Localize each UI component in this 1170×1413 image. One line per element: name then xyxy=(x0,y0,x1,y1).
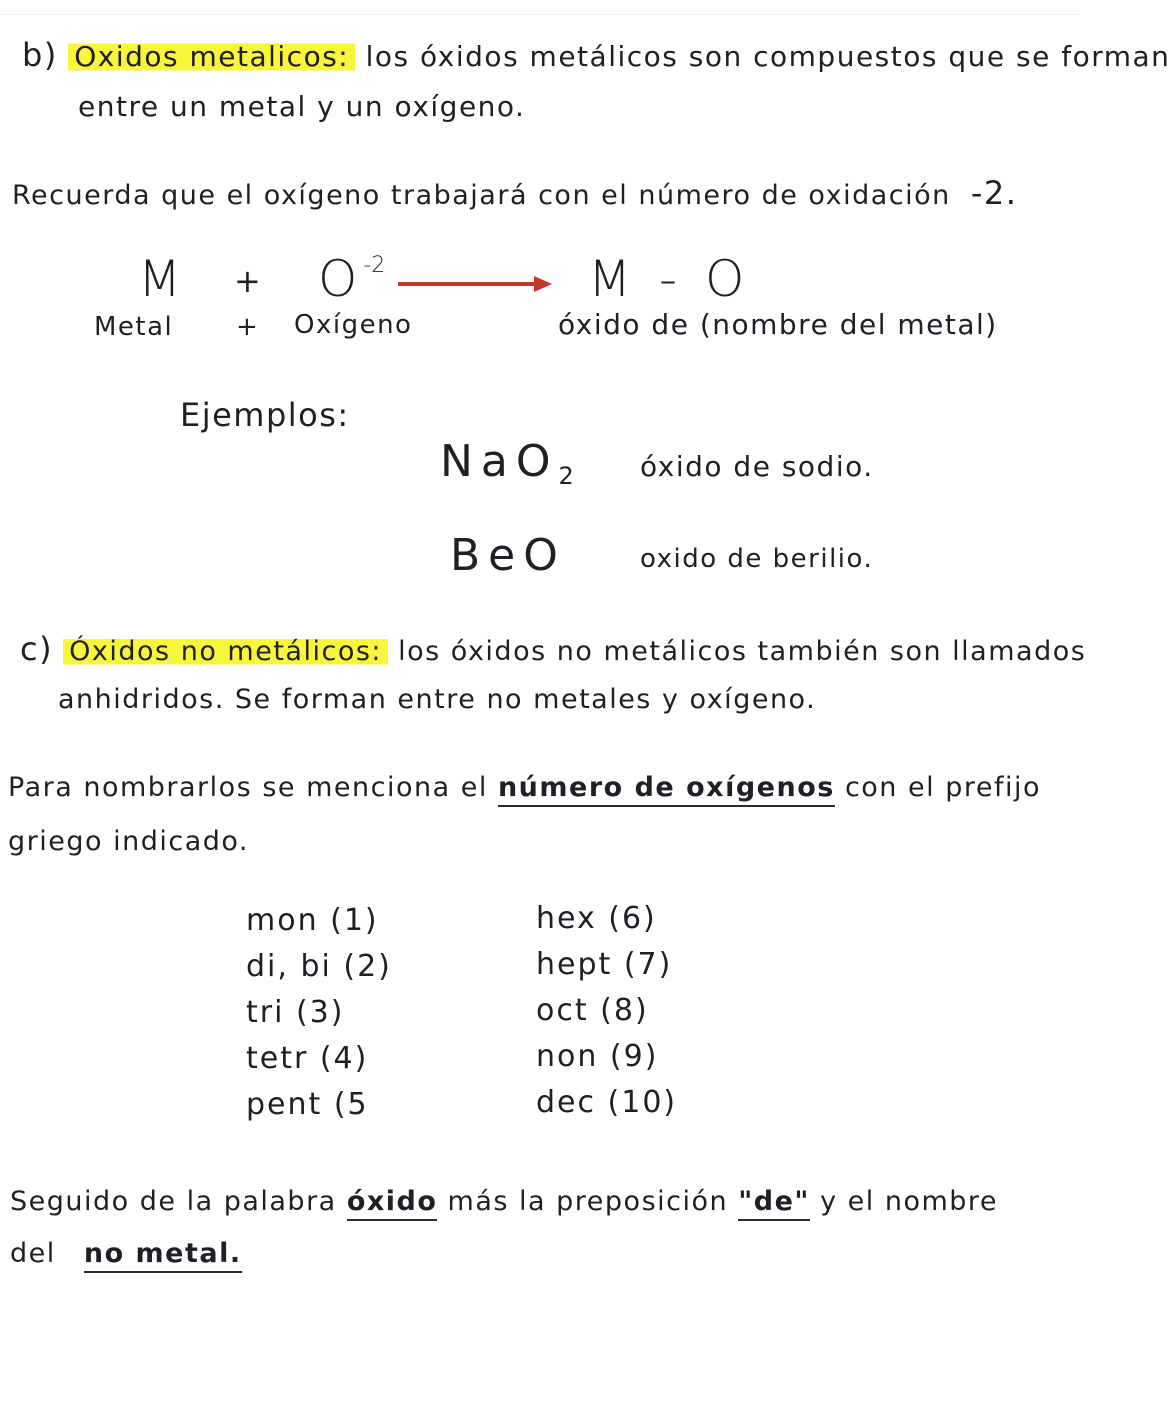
prefix-item: tri (3) xyxy=(246,995,345,1030)
section-b-text-1: los óxidos metálicos son compuestos que se forman xyxy=(365,40,1170,73)
prefix-list-left xyxy=(246,898,392,1128)
oxygen-label: Oxígeno xyxy=(294,310,413,340)
example-formula-2 xyxy=(450,530,566,584)
example-formula-1-sub: 2 xyxy=(558,462,574,490)
prefix-list-right xyxy=(536,896,677,1126)
naming-line-2: griego indicado. xyxy=(8,826,250,857)
page-edge xyxy=(0,14,1080,15)
prefix-item: pent (5 xyxy=(246,1087,369,1122)
prefix-item: di, bi (2) xyxy=(246,949,392,984)
section-b-heading xyxy=(22,36,1170,74)
naming-emphasis: número de oxígenos xyxy=(498,772,835,807)
closing-line-2 xyxy=(10,1238,242,1269)
naming-line-1 xyxy=(8,772,1041,803)
closing-text-2: más la preposición xyxy=(447,1186,729,1217)
reaction-arrow-head-icon xyxy=(534,276,552,292)
prefix-item: tetr (4) xyxy=(246,1041,369,1076)
prefix-item: oct (8) xyxy=(536,993,649,1028)
oxygen-charge: -2 xyxy=(363,253,386,278)
example-formula-1-main: NaO xyxy=(440,436,559,487)
plus-sign: + xyxy=(234,262,263,300)
section-b-term: Oxidos metalicos: xyxy=(68,40,355,73)
example-name-1: óxido de sodio. xyxy=(640,450,874,483)
closing-text-4: del xyxy=(10,1238,56,1269)
naming-text-before: Para nombrarlos se menciona el xyxy=(8,772,488,803)
section-c-text-2: anhidridos. Se forman entre no metales y oxígeno. xyxy=(58,684,817,715)
section-b-label: b) xyxy=(22,36,58,74)
section-c-heading xyxy=(20,630,1086,668)
oxygen-symbol-group xyxy=(318,250,385,308)
closing-word-1: óxido xyxy=(347,1186,438,1221)
naming-text-after: con el prefijo xyxy=(844,772,1041,803)
example-name-2: oxido de berilio. xyxy=(640,544,874,574)
oxygen-symbol: O xyxy=(318,250,364,308)
reminder-value: -2. xyxy=(970,174,1018,212)
metal-symbol: M xyxy=(138,250,188,308)
reminder-text: Recuerda que el oxígeno trabajará con el número de oxidación xyxy=(12,180,951,211)
metal-label: Metal xyxy=(94,312,174,342)
closing-word-3: no metal. xyxy=(84,1238,242,1273)
section-c-text-1: los óxidos no metálicos también son llamados xyxy=(398,636,1087,667)
example-formula-1 xyxy=(440,436,574,490)
section-b-text-2: entre un metal y un oxígeno. xyxy=(78,90,526,123)
product-label: óxido de (nombre del metal) xyxy=(558,308,998,341)
plus-label: + xyxy=(236,312,260,342)
closing-word-2: "de" xyxy=(738,1186,810,1221)
reminder-line xyxy=(12,174,1017,212)
prefix-item: mon (1) xyxy=(246,903,379,938)
prefix-item: non (9) xyxy=(536,1039,659,1074)
examples-heading: Ejemplos: xyxy=(180,396,350,434)
closing-text-3: y el nombre xyxy=(820,1186,999,1217)
product-formula: M - O xyxy=(588,250,751,308)
prefix-item: hex (6) xyxy=(536,901,657,936)
section-c-term: Óxidos no metálicos: xyxy=(63,636,388,667)
prefix-item: dec (10) xyxy=(536,1085,678,1120)
reaction-arrow-line xyxy=(398,282,534,286)
closing-line-1 xyxy=(10,1186,998,1217)
prefix-item: hept (7) xyxy=(536,947,673,982)
closing-text-1: Seguido de la palabra xyxy=(10,1186,337,1217)
section-c-label: c) xyxy=(20,630,54,668)
example-formula-2-main: BeO xyxy=(450,530,566,581)
